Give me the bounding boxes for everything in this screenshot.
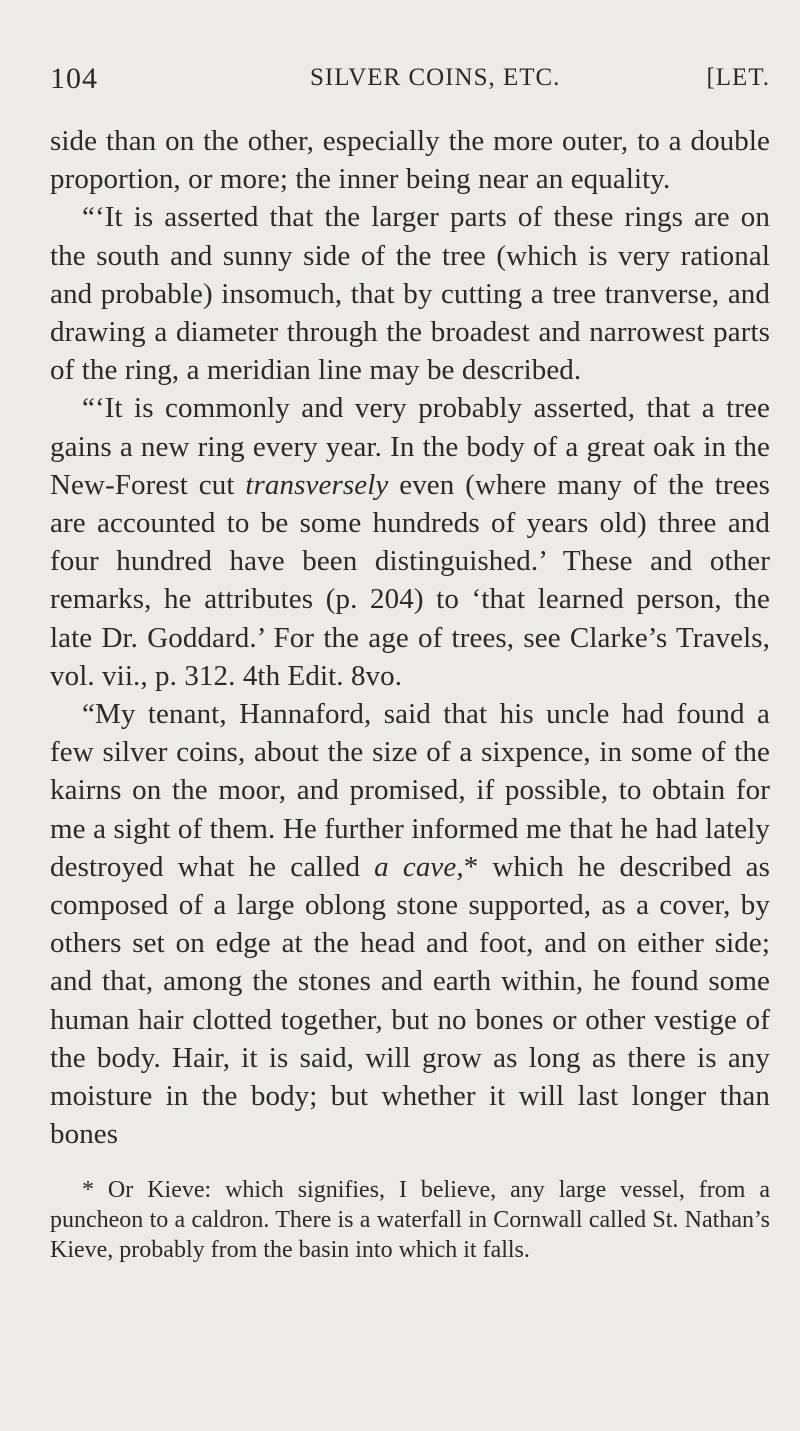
paragraph-1 <box>50 122 770 198</box>
paragraph-4 <box>50 695 770 1153</box>
paragraph-3 <box>50 389 770 695</box>
paragraph-3-text-a: “‘It is commonly and very probably asserted, that a tree gains a new ring every year. In the body of a great oak in the New-Forest cut <box>50 392 770 501</box>
running-title: SILVER COINS, ETC. <box>310 64 561 91</box>
paragraph-4-text-a: “My tenant, Hannaford, said that his uncle had found a few silver coins, about the size of a sixpence, in some of the kairns on the moor, and promised, if possible, to obtain for me a sight of them. He further informed me that he had lately destroyed what he called <box>50 698 770 883</box>
page-number: 104 <box>50 62 98 95</box>
paragraph-2 <box>50 198 770 389</box>
paragraph-3-italic: transversely <box>245 468 389 501</box>
footnote-text: * Or Kieve: which signifies, I believe, any large vessel, from a puncheon to a caldron. There is a waterfall in Cornwall called St. Nathan’s Kieve, probably from the basin into which it falls. <box>50 1177 770 1264</box>
footnote <box>50 1175 770 1265</box>
running-head <box>50 48 770 100</box>
book-page <box>50 48 770 1265</box>
paragraph-1-text: side than on the other, especially the more outer, to a double proportion, or more; the inner being near an equality. <box>50 125 770 196</box>
paragraph-4-italic: a cave, <box>374 850 464 883</box>
body-text <box>50 122 770 1153</box>
paragraph-4-text-b: * which he described as composed of a large oblong stone supported, as a cover, by others set on edge at the head and foot, and on either side; and that, among the stones and earth within, he found some human hair clotted together, but no bones or other vestige of the body. Hair, it is said, will grow as long as there is any moisture in the body; but whether it will last longer than bones <box>50 850 770 1151</box>
running-section: [LET. <box>706 64 770 91</box>
paragraph-2-text: “‘It is asserted that the larger parts of these rings are on the south and sunny side of the tree (which is very rational and probable) insomuch, that by cutting a tree tranverse, and drawing a diameter through the broadest and narrowest parts of the ring, a meridian line may be described. <box>50 201 770 387</box>
paragraph-3-text-b: even (where many of the trees are accounted to be some hundreds of years old) three and four hundred have been distinguished.’ These and other remarks, he attributes (p. 204) to ‘that learned person, the late Dr. Goddard.’ For the age of trees, see Clarke’s Travels, vol. vii., p. 312. 4th Edit. 8vo. <box>50 468 770 692</box>
